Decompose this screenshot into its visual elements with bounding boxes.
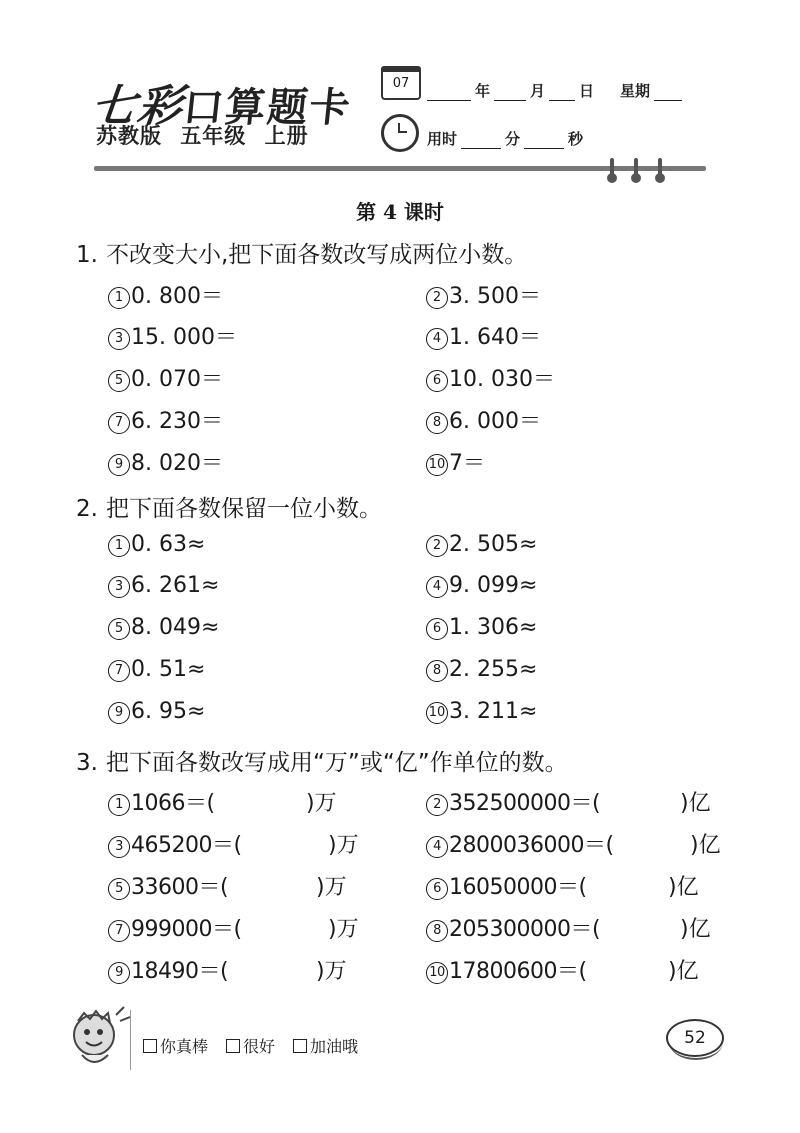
item-expression: 3. 211≈ xyxy=(449,699,538,724)
exercise-item xyxy=(426,786,600,817)
section-1-heading xyxy=(76,236,527,269)
item-expression: 2. 505≈ xyxy=(449,532,538,557)
item-expression: 8. 020＝ xyxy=(131,451,223,476)
exercise-item xyxy=(108,954,228,985)
item-expression: 9. 099≈ xyxy=(449,573,538,598)
section-number: 2. xyxy=(76,496,98,522)
exercise-item xyxy=(426,912,600,943)
item-expression: 15. 000＝ xyxy=(131,325,237,350)
month-label: 月 xyxy=(530,82,546,100)
section-2-heading xyxy=(76,490,382,523)
item-marker: 10 xyxy=(426,962,448,984)
page-number: 52 xyxy=(666,1019,724,1057)
item-marker: 3 xyxy=(108,836,130,858)
seconds-label: 秒 xyxy=(568,130,584,148)
section-instruction: 不改变大小,把下面各数改写成两位小数。 xyxy=(106,242,528,268)
item-expression: 352500000＝( xyxy=(449,791,601,816)
item-expression: 16050000＝( xyxy=(449,875,587,900)
section-instruction: 把下面各数保留一位小数。 xyxy=(106,496,382,522)
section-instruction: 把下面各数改写成用“万”或“亿”作单位的数。 xyxy=(106,750,568,776)
footer-separator xyxy=(130,1010,131,1070)
exercise-item xyxy=(426,279,541,310)
item-marker: 9 xyxy=(108,962,130,984)
exercise-item xyxy=(108,786,215,817)
divider-bead-icon xyxy=(658,158,662,180)
weekday-blank[interactable] xyxy=(654,84,682,101)
item-expression: 0. 63≈ xyxy=(131,532,206,557)
exercise-item xyxy=(108,615,219,640)
item-marker: 6 xyxy=(426,618,448,640)
item-marker: 3 xyxy=(108,328,130,350)
item-expression: 6. 261≈ xyxy=(131,573,220,598)
item-expression: 17800600＝( xyxy=(449,959,587,984)
item-expression: 8. 049≈ xyxy=(131,615,220,640)
exercise-item xyxy=(108,912,242,943)
item-marker: 8 xyxy=(426,660,448,682)
exercise-item xyxy=(426,404,541,435)
exercise-item xyxy=(108,532,205,557)
calendar-day: 07 xyxy=(392,76,410,91)
item-expression: 999000＝( xyxy=(131,917,242,942)
time-used-label: 用时 xyxy=(427,130,458,148)
section-3-heading xyxy=(76,744,568,777)
item-expression: 33600＝( xyxy=(131,875,229,900)
exercise-item xyxy=(426,828,614,859)
time-fields xyxy=(427,128,583,149)
exercise-item xyxy=(426,362,555,393)
item-marker: 8 xyxy=(426,412,448,434)
item-marker: 2 xyxy=(426,535,448,557)
minutes-label: 分 xyxy=(505,130,521,148)
rating-option[interactable] xyxy=(293,1034,358,1057)
item-expression: 0. 070＝ xyxy=(131,367,223,392)
item-marker: 6 xyxy=(426,370,448,392)
item-expression: 6. 230＝ xyxy=(131,409,223,434)
edition-subtitle: 苏教版 五年级 上册 xyxy=(96,124,309,148)
exercise-item xyxy=(108,828,242,859)
day-label: 日 xyxy=(579,82,595,100)
item-marker: 9 xyxy=(108,454,130,476)
rating-option[interactable] xyxy=(143,1034,208,1057)
item-expression: 2. 255≈ xyxy=(449,657,538,682)
exercise-item xyxy=(108,362,223,393)
item-expression: 6. 000＝ xyxy=(449,409,541,434)
exercise-item xyxy=(426,699,537,724)
weekday-label: 星期 xyxy=(620,82,651,100)
divider-bead-icon xyxy=(634,158,638,180)
item-expression: 0. 800＝ xyxy=(131,284,223,309)
item-expression: 1. 640＝ xyxy=(449,325,541,350)
item-marker: 7 xyxy=(108,920,130,942)
section-number: 3. xyxy=(76,750,98,776)
exercise-item xyxy=(108,699,205,724)
exercise-item xyxy=(426,615,537,640)
item-unit: )万 xyxy=(316,875,347,900)
item-marker: 1 xyxy=(108,535,130,557)
item-expression: 3. 500＝ xyxy=(449,284,541,309)
exercise-item xyxy=(108,657,205,682)
checkbox-icon[interactable] xyxy=(293,1039,307,1053)
exercise-item xyxy=(108,320,237,351)
item-marker: 9 xyxy=(108,702,130,724)
item-marker: 7 xyxy=(108,412,130,434)
exercise-item xyxy=(108,446,223,477)
exercise-item xyxy=(426,532,537,557)
item-unit: )万 xyxy=(316,959,347,984)
exercise-item xyxy=(108,279,223,310)
item-marker: 1 xyxy=(108,794,130,816)
section-number: 1. xyxy=(76,242,98,268)
item-marker: 5 xyxy=(108,618,130,640)
item-marker: 4 xyxy=(426,576,448,598)
item-marker: 2 xyxy=(426,287,448,309)
checkbox-icon[interactable] xyxy=(226,1039,240,1053)
item-unit: )万 xyxy=(306,791,337,816)
exercise-item xyxy=(108,404,223,435)
year-label: 年 xyxy=(475,82,491,100)
item-marker: 1 xyxy=(108,287,130,309)
item-unit: )亿 xyxy=(668,875,699,900)
rating-label: 很好 xyxy=(243,1037,276,1056)
item-expression: 18490＝( xyxy=(131,959,229,984)
item-expression: 465200＝( xyxy=(131,833,242,858)
calendar-icon xyxy=(381,66,421,100)
item-marker: 5 xyxy=(108,370,130,392)
item-marker: 10 xyxy=(426,454,448,476)
item-expression: 10. 030＝ xyxy=(449,367,555,392)
exercise-item xyxy=(108,573,219,598)
exercise-item xyxy=(426,657,537,682)
rating-options xyxy=(143,1034,358,1057)
lesson-title: 第 4 课时 xyxy=(356,200,444,224)
item-unit: )亿 xyxy=(680,791,711,816)
item-marker: 8 xyxy=(426,920,448,942)
item-expression: 0. 51≈ xyxy=(131,657,206,682)
exercise-item xyxy=(426,320,541,351)
exercise-item xyxy=(426,870,587,901)
exercise-item xyxy=(426,573,537,598)
exercise-item xyxy=(108,870,228,901)
item-expression: 205300000＝( xyxy=(449,917,601,942)
item-marker: 4 xyxy=(426,836,448,858)
item-expression: 1. 306≈ xyxy=(449,615,538,640)
item-unit: )万 xyxy=(328,833,359,858)
item-marker: 6 xyxy=(426,878,448,900)
rating-option[interactable] xyxy=(226,1034,275,1057)
item-marker: 2 xyxy=(426,794,448,816)
exercise-item xyxy=(426,954,587,985)
clock-icon xyxy=(381,114,419,152)
seconds-blank[interactable] xyxy=(524,132,564,149)
item-marker: 3 xyxy=(108,576,130,598)
checkbox-icon[interactable] xyxy=(143,1039,157,1053)
header-divider xyxy=(94,166,706,171)
year-blank[interactable] xyxy=(427,84,471,101)
item-marker: 7 xyxy=(108,660,130,682)
item-unit: )亿 xyxy=(680,917,711,942)
item-expression: 1066＝( xyxy=(131,791,215,816)
rating-label: 你真棒 xyxy=(160,1037,209,1056)
item-marker: 5 xyxy=(108,878,130,900)
divider-bead-icon xyxy=(610,158,614,180)
item-expression: 2800036000＝( xyxy=(449,833,614,858)
day-blank[interactable] xyxy=(549,84,575,101)
date-fields xyxy=(427,80,682,101)
item-marker: 4 xyxy=(426,328,448,350)
brand-accent: 七彩 xyxy=(88,81,187,132)
minutes-blank[interactable] xyxy=(461,132,501,149)
brand-name: 口算题卡 xyxy=(180,84,354,131)
item-marker: 10 xyxy=(426,702,448,724)
item-unit: )万 xyxy=(328,917,359,942)
item-unit: )亿 xyxy=(690,833,721,858)
exercise-item xyxy=(426,446,485,477)
item-expression: 7＝ xyxy=(449,451,485,476)
rating-label: 加油哦 xyxy=(310,1037,359,1056)
cartoon-mascot-icon xyxy=(64,1005,134,1071)
item-unit: )亿 xyxy=(668,959,699,984)
month-blank[interactable] xyxy=(494,84,526,101)
item-expression: 6. 95≈ xyxy=(131,699,206,724)
